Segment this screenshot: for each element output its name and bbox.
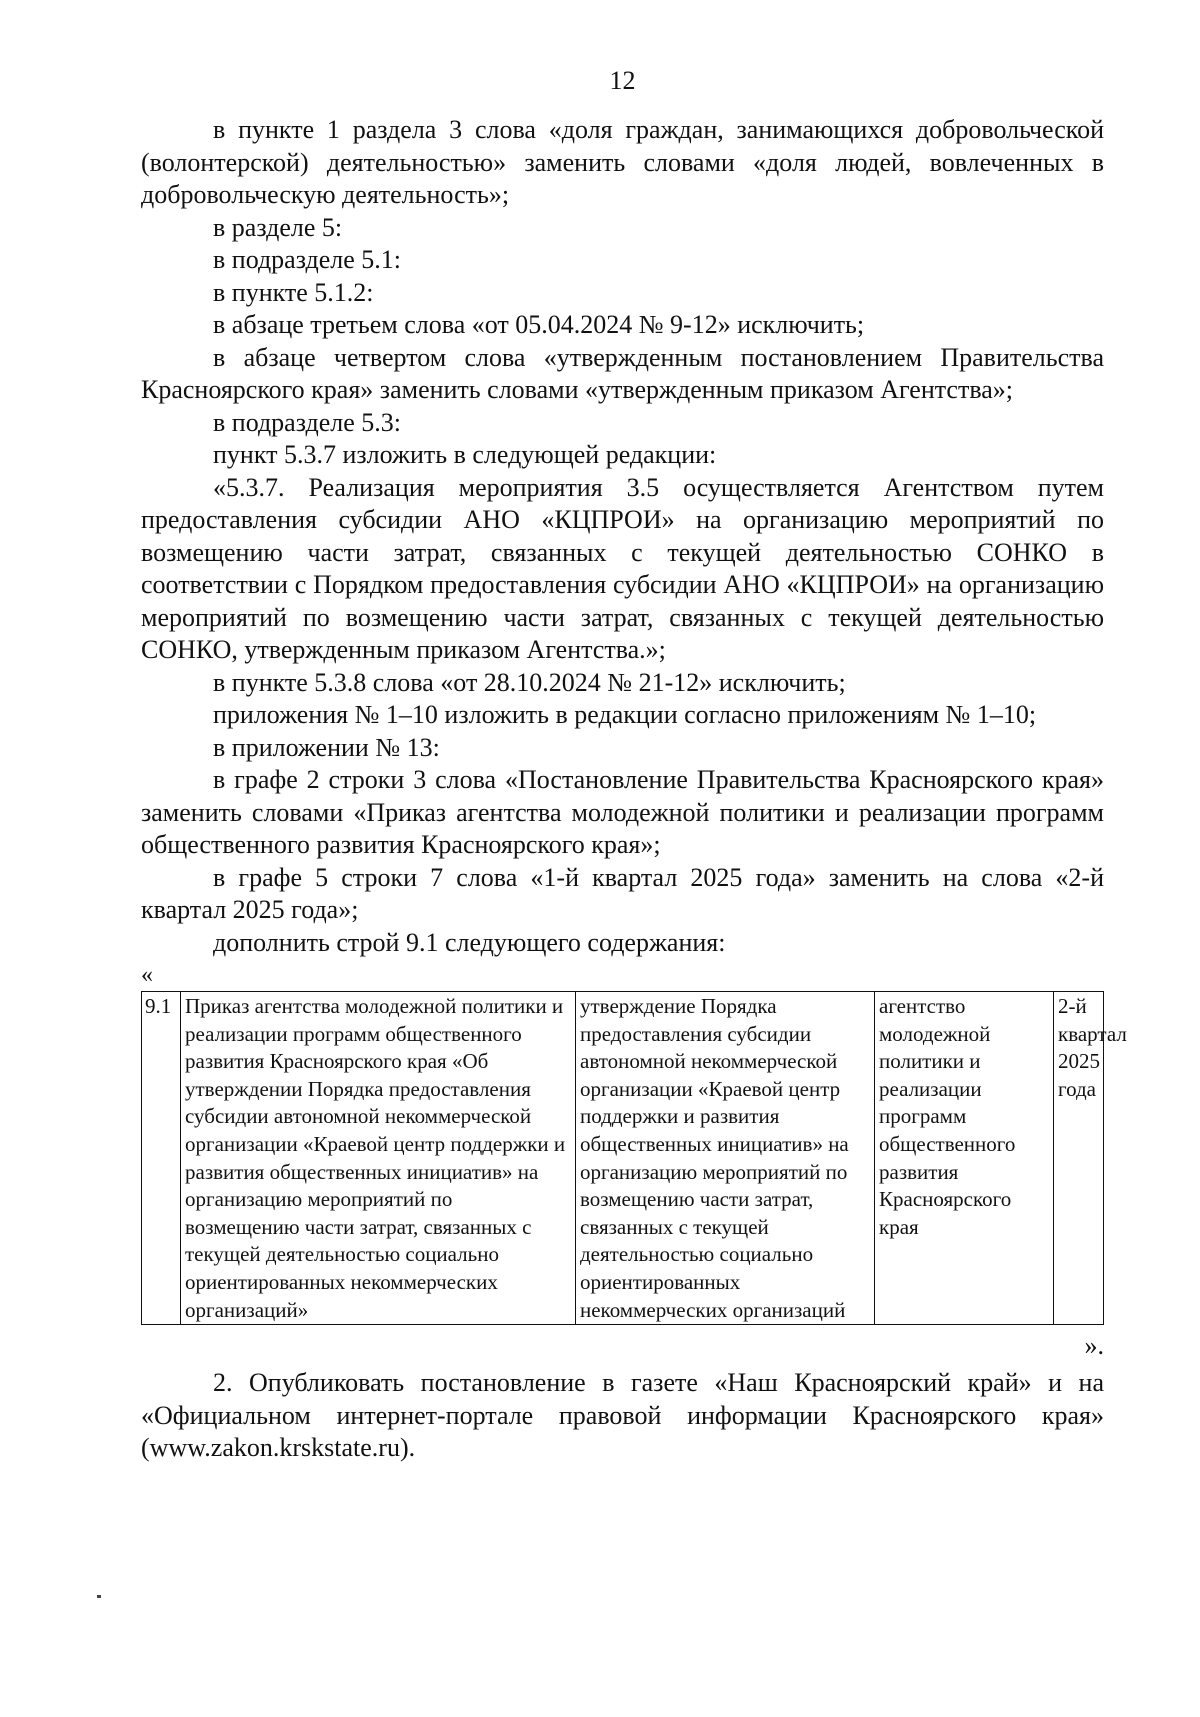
executor-cell: агентство молодежной политики и реализации программ общественного развития Красноярского края (875, 992, 1054, 1325)
document-body (141, 114, 1127, 1465)
scan-mark (97, 1595, 101, 1598)
amendment-paragraph: в пункте 1 раздела 3 слова «доля граждан, занимающихся добровольческой (волонтерской) деятельностью» заменить словами «доля людей, вовлеченных в добровольческую деятельность»; (141, 115, 1104, 209)
amendment-paragraph: в пункте 5.1.2: (213, 277, 374, 307)
amendment-paragraph: приложения № 1–10 изложить в редакции согласно приложениям № 1–10; (213, 700, 1037, 729)
table-close-quote: ». (1084, 1331, 1104, 1361)
publication-paragraph: 2. Опубликовать постановление в газете «Наш Красноярский край» и на «Официальном интернет-портале правовой информации Красноярского края» (www.zakon.krskstate.ru). (141, 1368, 1104, 1463)
amendment-paragraph: в графе 2 строки 3 слова «Постановление Правительства Красноярского края» заменить словами «Приказ агентства молодежной политики и реализации программ общественного развития Красноярского края»; (141, 765, 1104, 859)
amendment-paragraph: в абзаце четвертом слова «утвержденным постановлением Правительства Красноярского края» заменить словами «утвержденным приказом Агентства»; (141, 342, 1104, 404)
amendment-paragraph: пункт 5.3.7 изложить в следующей редакции: (213, 440, 717, 469)
amendment-paragraph: «5.3.7. Реализация мероприятия 3.5 осуществляется Агентством путем предоставления субсидии АНО «КЦПРОИ» на организацию мероприятий по возмещению части затрат, связанных с текущей деятельностью СОНКО в соответствии с Порядком предоставления субсидии АНО «КЦПРОИ» на организацию мероприятий по возмещению части затрат, связанных с текущей деятельностью СОНКО, утвержденным приказом Агентства.»; (141, 472, 1104, 664)
amendment-paragraph: в пункте 5.3.8 слова «от 28.10.2024 № 21-12» исключить; (213, 667, 846, 697)
amendment-paragraph: в абзаце третьем слова «от 05.04.2024 № 9-12» исключить; (213, 310, 865, 339)
amendment-paragraph: в приложении № 13: (213, 732, 440, 762)
page-number: 12 (609, 66, 636, 95)
amendment-paragraph: в подразделе 5.3: (213, 407, 402, 437)
amendment-paragraph: в разделе 5: (213, 212, 343, 242)
table-row (142, 992, 1104, 1325)
document-name-cell: Приказ агентства молодежной политики и реализации программ общественного развития Красноярского края «Об утверждении Порядка предоставления субсидии автономной некоммерческой организации «Краевой центр поддержки и развития общественных инициатив» на организацию мероприятий по возмещению части затрат, связанных с текущей деятельностью социально ориентированных некоммерческих организаций» (181, 992, 576, 1325)
table-open-quote: « (141, 962, 153, 988)
term-cell: 2-й квартал 2025 года (1054, 992, 1104, 1325)
row-number-cell: 9.1 (142, 992, 181, 1325)
purpose-cell: утверждение Порядка предоставления субсидии автономной некоммерческой организации «Краевой центр поддержки и развития общественных инициатив» на организацию мероприятий по возмещению части затрат, связанных с текущей деятельностью социально ориентированных некоммерческих организаций (576, 992, 875, 1325)
amendment-paragraph: в графе 5 строки 7 слова «1-й квартал 2025 года» заменить на слова «2-й квартал 2025 года»; (141, 862, 1104, 924)
amendment-paragraph: в подразделе 5.1: (213, 245, 402, 274)
inserted-row-table (141, 991, 1127, 1325)
amendment-paragraph: дополнить строй 9.1 следующего содержания: (213, 927, 726, 957)
